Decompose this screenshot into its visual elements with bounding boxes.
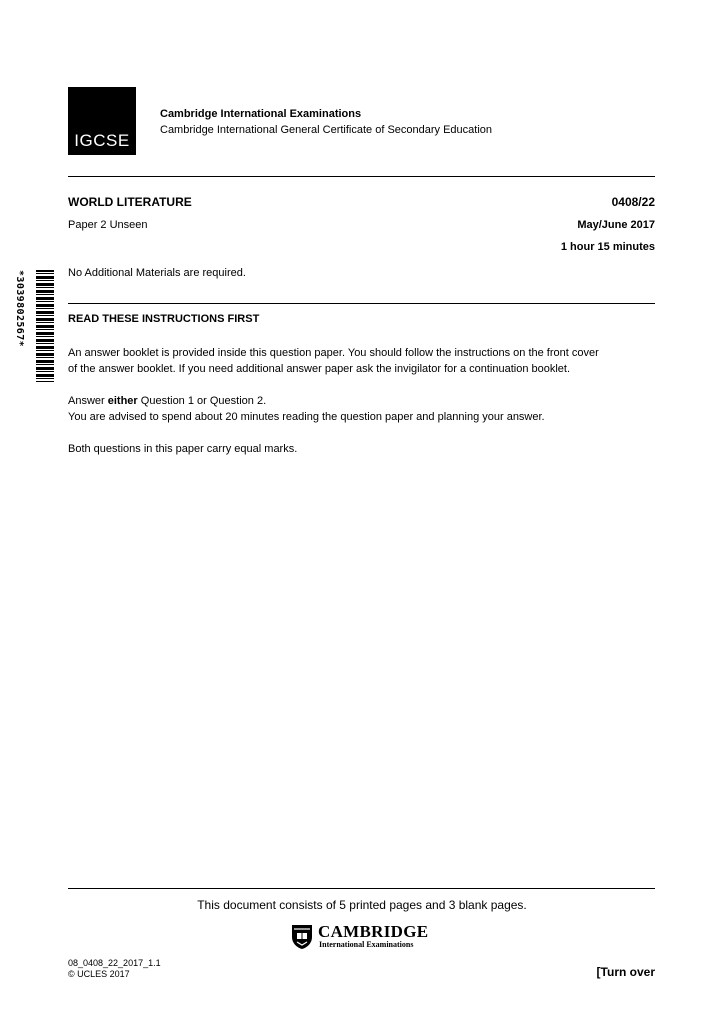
cambridge-crest-icon — [291, 924, 313, 950]
header-divider — [68, 176, 655, 177]
igcse-logo — [68, 87, 136, 155]
paper-code: 0408/22 — [611, 195, 655, 209]
answer-choice-line — [68, 393, 668, 409]
cambridge-subtitle: International Examinations — [319, 940, 414, 949]
logo-text: IGCSE — [74, 131, 130, 150]
instructions-paragraph-2 — [68, 393, 668, 425]
page-count-note: This document consists of 5 printed pages and 3 blank pages. — [197, 898, 527, 912]
subject-title: WORLD LITERATURE — [68, 195, 192, 209]
exam-board: Cambridge International Examinations — [160, 108, 362, 120]
materials-note: No Additional Materials are required. — [68, 267, 246, 279]
document-reference: 08_0408_22_2017_1.1 — [68, 958, 161, 968]
exam-duration: 1 hour 15 minutes — [560, 241, 655, 253]
copyright-notice: © UCLES 2017 — [68, 969, 130, 979]
answer-prefix: Answer — [68, 395, 108, 407]
instructions-heading: READ THESE INSTRUCTIONS FIRST — [68, 313, 260, 325]
instructions-divider — [68, 303, 655, 304]
instructions-line: of the answer booklet. If you need additional answer paper ask the invigilator for a continuation booklet. — [68, 363, 571, 375]
certificate-name: Cambridge International General Certificate of Secondary Education — [160, 124, 493, 136]
candidate-barcode — [36, 270, 54, 382]
paper-name: Paper 2 Unseen — [68, 219, 148, 231]
answer-suffix: Question 1 or Question 2. — [137, 395, 267, 407]
equal-marks-note: Both questions in this paper carry equal marks. — [68, 443, 298, 455]
turn-over-note: [Turn over — [596, 965, 655, 979]
footer-divider — [68, 888, 655, 889]
instructions-paragraph-1 — [68, 345, 668, 377]
barcode-number: *3039802567* — [14, 270, 25, 348]
instructions-line: An answer booklet is provided inside this question paper. You should follow the instructions on the front cover — [68, 347, 599, 359]
exam-session: May/June 2017 — [577, 219, 655, 231]
time-advice-line: You are advised to spend about 20 minutes reading the question paper and planning your answer. — [68, 411, 545, 423]
cambridge-wordmark: CAMBRIDGE — [318, 922, 429, 941]
answer-emphasis: either — [107, 395, 138, 407]
